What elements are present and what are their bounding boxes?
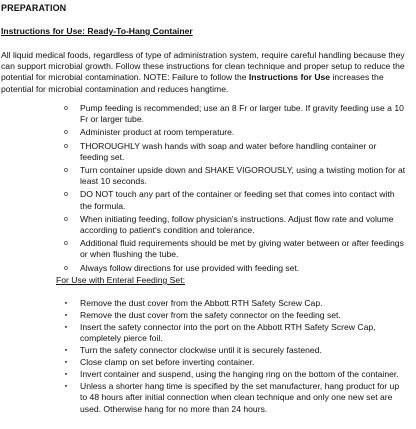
enteral-step-item [0, 369, 416, 380]
enteral-step-item-text: Invert container and suspend, using the hanging ring on the bottom of the container. [80, 369, 399, 380]
instructions-subtitle: Instructions for Use: Ready-To-Hang Container [1, 26, 193, 36]
bullet-marker: o [64, 167, 68, 175]
instruction-item [0, 189, 416, 211]
enteral-steps-list [0, 298, 416, 416]
enteral-step-item-text: Insert the safety connector into the port on the Abbott RTH Safety Screw Cap, completely pierce foil. [80, 322, 376, 344]
enteral-step-item-text: Remove the dust cover from the safety connector on the feeding set. [80, 310, 341, 320]
instruction-item [0, 238, 416, 260]
instruction-item [0, 103, 416, 125]
enteral-section-heading: For Use with Enteral Feeding Set: [56, 275, 185, 285]
enteral-step-item-text: Close clamp on set before inverting container. [80, 357, 255, 368]
enteral-step-item [0, 298, 416, 309]
intro-paragraph [1, 50, 411, 95]
page-title: PREPARATION [1, 3, 67, 13]
instruction-item [0, 214, 416, 236]
enteral-step-item [0, 345, 416, 356]
instruction-item [0, 263, 416, 274]
bullet-marker: ▪ [64, 312, 68, 319]
bullet-marker: o [64, 264, 68, 272]
instruction-item-text: THOROUGHLY wash hands with soap and water before handling container or feeding set. [80, 140, 377, 162]
intro-text-end: increases the potential for microbial contamination and reduces hangtime. [1, 72, 384, 94]
enteral-step-item [0, 310, 416, 321]
instruction-item [0, 141, 416, 163]
instruction-item-text: Additional fluid requirements should be met by giving water between or after feedings or when flushing the tube. [80, 238, 404, 260]
instruction-item-text: Always follow directions for use provided with feeding set. [80, 262, 300, 273]
enteral-step-item [0, 357, 416, 368]
instruction-item [0, 127, 416, 138]
enteral-step-item-text: Unless a shorter hang time is specified by the set manufacturer, hang product for up to 48 hours after initial connection when clean technique and only one new set are used. Otherwise hang for no more than 24 hours. [80, 381, 400, 414]
enteral-step-item-text: Remove the dust cover from the Abbott RTH Safety Screw Cap. [80, 298, 323, 308]
intro-text-start: All liquid medical foods, regardless of type of administration system, require careful handling because they can support microbial growth. Follow these instructions for clean technique and proper setup to reduce the potential for microbial contamination. NOTE: Failure to follow the [1, 50, 405, 83]
enteral-step-item [0, 322, 416, 344]
bullet-marker: ▪ [64, 371, 68, 379]
instruction-list [0, 103, 416, 276]
bullet-marker: ▪ [64, 300, 68, 307]
instruction-item-text: Turn container upside down and SHAKE VIGOROUSLY, using a twisting motion for at least 10 seconds. [80, 165, 406, 187]
bullet-marker: ▪ [64, 324, 68, 331]
bullet-marker: o [64, 191, 68, 199]
bullet-marker: ▪ [64, 383, 68, 391]
bullet-marker: o [64, 105, 68, 112]
enteral-step-item-text: Turn the safety connector clockwise until it is securely fastened. [80, 345, 322, 356]
instruction-item [0, 165, 416, 187]
bullet-marker: ▪ [64, 347, 68, 355]
intro-bold-phrase: Instructions for Use [248, 72, 331, 83]
instruction-item-text: Pump feeding is recommended; use an 8 Fr or larger tube. If gravity feeding use a 10 Fr or larger tube. [80, 103, 404, 125]
bullet-marker: o [64, 215, 68, 223]
enteral-step-item [0, 381, 416, 415]
bullet-marker: ▪ [64, 359, 68, 367]
bullet-marker: o [64, 240, 68, 248]
instruction-item-text: Administer product at room temperature. [80, 127, 235, 138]
instruction-item-text: When initiating feeding, follow physician's instructions. Adjust flow rate and volume according to patient's condition and tolerance. [80, 213, 394, 236]
instruction-item-text: DO NOT touch any part of the container or feeding set that comes into contact with the formula. [80, 189, 395, 211]
bullet-marker: o [64, 129, 68, 137]
bullet-marker: o [64, 142, 68, 150]
